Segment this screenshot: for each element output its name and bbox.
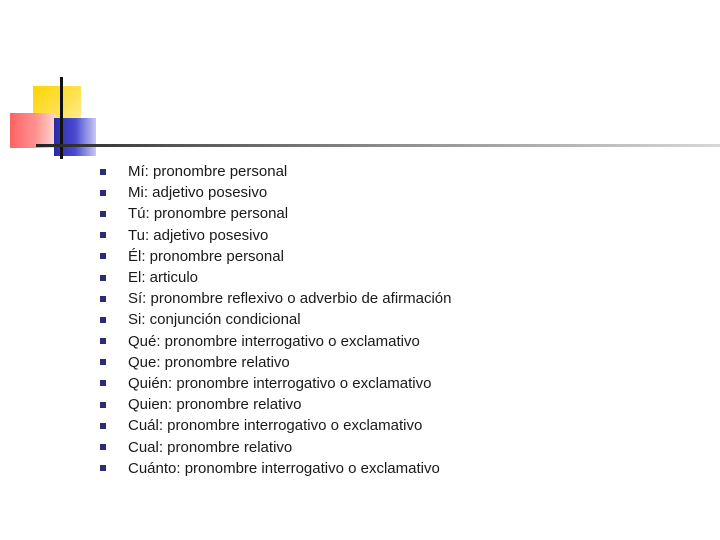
square-bullet-icon [100,296,106,302]
list-item-text: Mí: pronombre personal [128,163,288,181]
square-bullet-icon [100,190,106,196]
list-item [100,394,452,415]
list-item-text: Cuánto: pronombre interrogativo o exclamativo [128,459,440,477]
list-item-text: Mi: adjetivo posesivo [128,184,268,202]
square-bullet-icon [100,211,106,217]
square-bullet-icon [100,338,106,344]
title-divider-line [36,144,720,147]
list-item [100,203,452,224]
square-bullet-icon [100,359,106,365]
square-bullet-icon [100,232,106,238]
list-item [100,246,452,267]
list-item-text: Si: conjunción condicional [128,311,301,329]
list-item [100,288,452,309]
list-item-text: Que: pronombre relativo [128,353,290,371]
list-item [100,458,452,479]
square-bullet-icon [100,465,106,471]
list-item [100,352,452,373]
list-item [100,436,452,457]
square-bullet-icon [100,380,106,386]
list-item-text: Qué: pronombre interrogativo o exclamativo [128,332,420,350]
list-item [100,182,452,203]
list-item-text: El: articulo [128,269,199,287]
list-item-text: Él: pronombre personal [128,247,284,265]
square-bullet-icon [100,317,106,323]
list-item [100,373,452,394]
list-item [100,267,452,288]
square-bullet-icon [100,169,106,175]
bullet-list [100,161,452,479]
colored-squares-logo-icon [0,0,720,170]
list-item [100,161,452,182]
list-item [100,331,452,352]
square-bullet-icon [100,402,106,408]
list-item [100,225,452,246]
list-item-text: Tu: adjetivo posesivo [128,226,269,244]
list-item-text: Cuál: pronombre interrogativo o exclamativo [128,417,423,435]
list-item-text: Quien: pronombre relativo [128,396,302,414]
list-item [100,309,452,330]
square-bullet-icon [100,423,106,429]
square-bullet-icon [100,253,106,259]
list-item-text: Sí: pronombre reflexivo o adverbio de afirmación [128,290,452,308]
logo-red-square [10,113,56,148]
list-item [100,415,452,436]
list-item-text: Quién: pronombre interrogativo o exclamativo [128,374,432,392]
list-item-text: Tú: pronombre personal [128,205,289,223]
list-item-text: Cual: pronombre relativo [128,438,293,456]
square-bullet-icon [100,444,106,450]
square-bullet-icon [100,275,106,281]
